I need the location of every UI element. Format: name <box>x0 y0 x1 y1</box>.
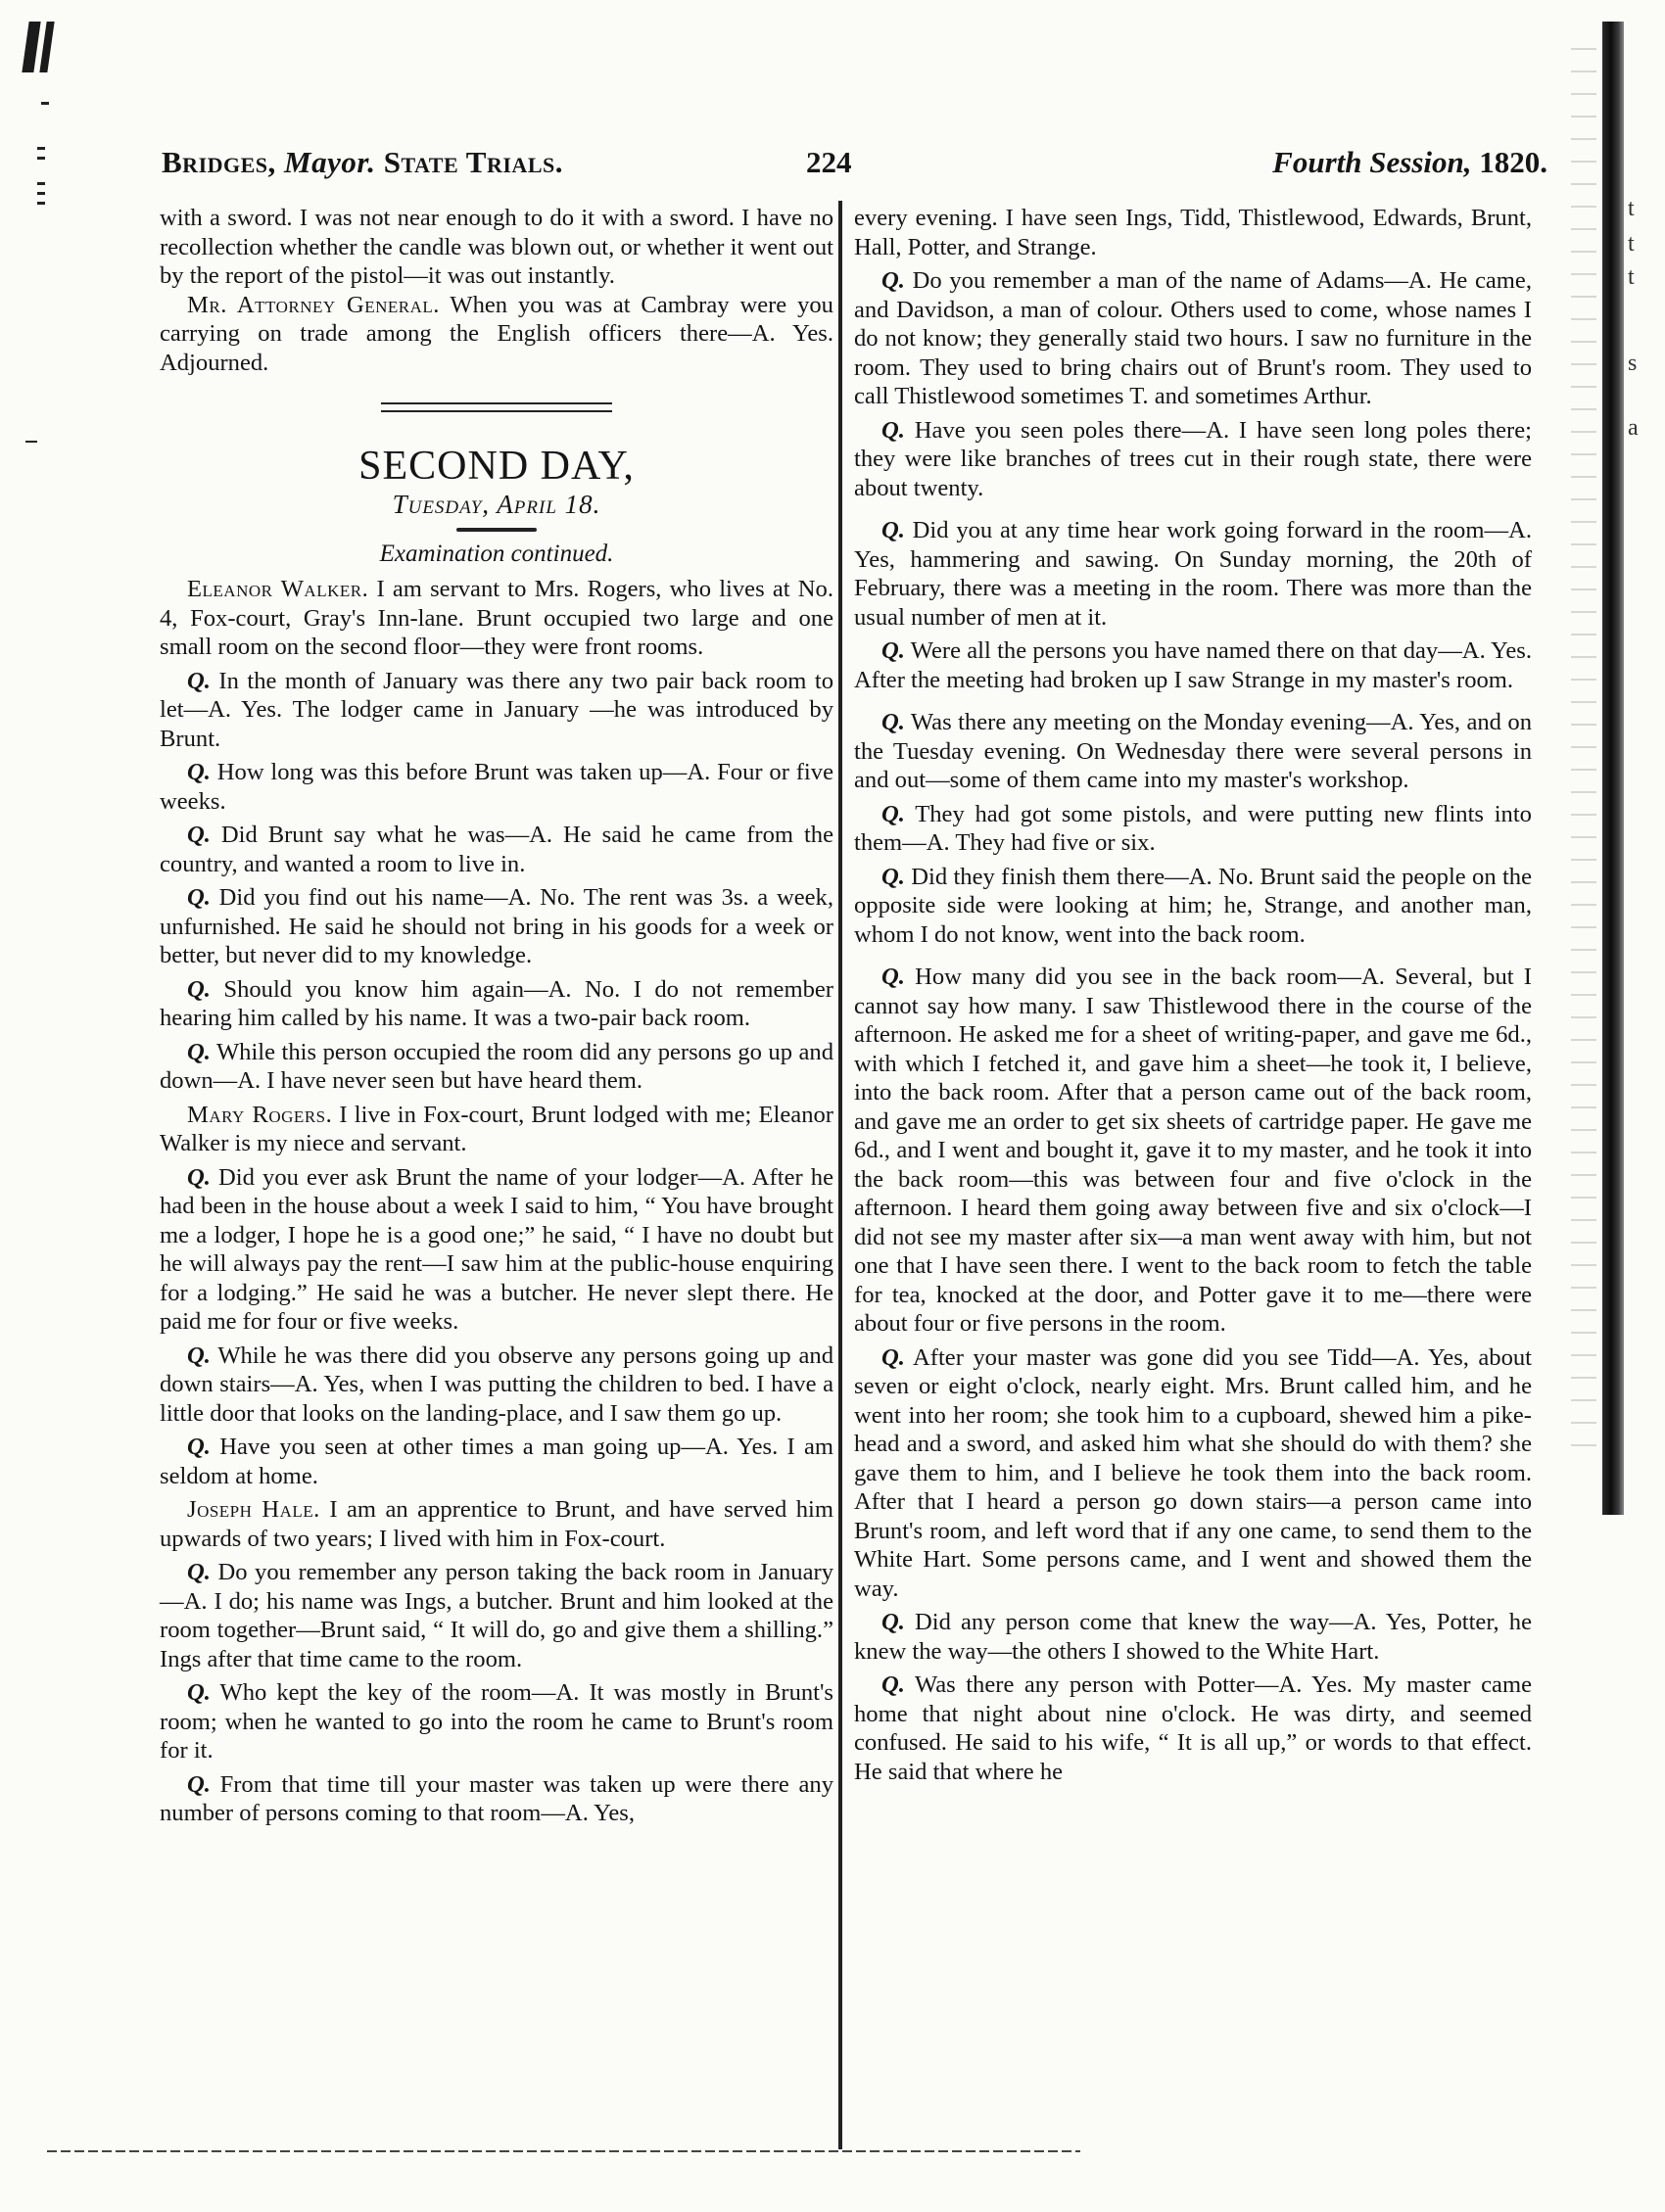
edge-letter: t <box>1628 231 1635 257</box>
paragraph-text: While he was there did you observe any persons going up and down stairs—A. Yes, when I was putting the children to bed. I have a little door that looks on the landing-place, and I saw them go up. <box>160 1341 833 1427</box>
scan-mark <box>37 192 45 195</box>
question-marker: Q. <box>881 267 905 294</box>
scan-mark <box>37 147 45 150</box>
paragraph <box>160 575 833 662</box>
section-rule <box>381 402 612 412</box>
paragraph <box>854 204 1532 261</box>
scan-mark <box>25 441 37 443</box>
paragraph-text: I am servant to Mrs. Rogers, who lives at No. 4, Fox-court, Gray's Inn-lane. Brunt occupied two large and one small room on the second floor—they were front rooms. <box>160 576 833 660</box>
header-name: Bridges, <box>162 145 276 179</box>
question-marker: Q. <box>881 637 905 664</box>
paragraph <box>160 1678 833 1765</box>
left-column <box>160 204 833 1833</box>
scan-binding-edge <box>1602 22 1624 1515</box>
question-marker: Q. <box>187 667 211 694</box>
edge-letter: a <box>1628 415 1639 441</box>
section-ornament <box>456 528 537 532</box>
header-session: Fourth Session, <box>1272 145 1472 179</box>
paragraph-text: Have you seen at other times a man going up—A. Yes. I am seldom at home. <box>160 1434 833 1489</box>
paragraph <box>160 1163 833 1337</box>
paragraph <box>854 266 1532 411</box>
paragraph <box>854 1671 1532 1786</box>
paragraph <box>160 883 833 970</box>
paragraph <box>160 758 833 816</box>
section-subtitle: Examination continued. <box>379 541 614 567</box>
speaker-name: Joseph Hale. <box>187 1496 320 1523</box>
paragraph <box>160 667 833 754</box>
paragraph <box>160 1558 833 1673</box>
paragraph-text: Was there any person with Potter—A. Yes. My master came home that night about nine o'clock. He was dirty, and seemed confused. He said to his wife, “ It is all up,” or words to that effect. He said that where he <box>854 1671 1532 1785</box>
question-marker: Q. <box>187 1679 211 1706</box>
question-marker: Q. <box>881 1609 905 1635</box>
speaker-name: Mr. Attorney General. <box>187 291 440 318</box>
question-marker: Q. <box>881 863 905 890</box>
running-head-right <box>1272 145 1547 180</box>
scan-mark <box>37 202 45 205</box>
scan-edge-shadow <box>1571 39 1596 1459</box>
edge-letter: s <box>1628 351 1638 376</box>
page-number: 224 <box>806 145 852 179</box>
edge-letter: t <box>1628 264 1635 290</box>
paragraph <box>854 863 1532 950</box>
question-marker: Q. <box>187 1434 211 1460</box>
question-marker: Q. <box>187 1770 211 1798</box>
paragraph-text: Did you find out his name—A. No. The rent was 3s. a week, unfurnished. He said he should not bring in his goods for a week or better, but never did to my knowledge. <box>160 884 833 968</box>
question-marker: Q. <box>881 964 905 990</box>
paragraph <box>854 636 1532 694</box>
question-marker: Q. <box>881 1671 905 1698</box>
paragraph-text: From that time till your master was taken up were there any number of persons coming to that room—A. Yes, <box>160 1770 833 1826</box>
paragraph-text: Were all the persons you have named there on that day—A. Yes. After the meeting had broken up I saw Strange in my master's room. <box>854 637 1532 693</box>
paragraph <box>854 963 1532 1339</box>
paragraph-text: Did Brunt say what he was—A. He said he came from the country, and wanted a room to live in. <box>160 822 833 877</box>
section-date: Tuesday, April 18. <box>392 490 601 519</box>
question-marker: Q. <box>881 1343 905 1371</box>
question-marker: Q. <box>881 800 905 827</box>
question-marker: Q. <box>187 975 211 1003</box>
scan-mark <box>22 22 40 72</box>
question-marker: Q. <box>881 517 905 543</box>
header-series: State Trials. <box>383 145 563 179</box>
paragraph <box>160 1433 833 1490</box>
paragraph-text: Did you at any time hear work going forward in the room—A. Yes, hammering and sawing. On Sunday morning, the 20th of February, there was a meeting in the room. There was more than the usual number of men at it. <box>854 517 1532 631</box>
question-marker: Q. <box>187 1559 211 1585</box>
header-title: Mayor. <box>284 145 376 179</box>
paragraph-text: Do you remember a man of the name of Adams—A. He came, and Davidson, a man of colour. Others used to come, whose names I do not know; they generally staid two hours. I saw no furniture in the room. They used to bring chairs out of Brunt's room. They used to call Thistlewood sometimes T. and sometimes Arthur. <box>854 267 1532 409</box>
paragraph <box>160 1495 833 1553</box>
scan-mark <box>41 102 49 105</box>
paragraph <box>854 416 1532 503</box>
paragraph-text: How many did you see in the back room—A. Several, but I cannot say how many. I saw Thistlewood there in the course of the afternoon. He asked me for a sheet of writing-paper, and gave me 6d., with which I fetched it, and gave him a sheet—he took it, I believe, into the back room. After that a person came out of the back room, and gave me an order to get six sheets of cartridge paper. He gave me 6d., and I went and bought it, gave it to my master, and he took it into the back room—this was between four and five o'clock in the afternoon. I heard them going away between five and six o'clock—I did not see my master after six—a man went away with him, but not one that I have seen there. I went to the back room to fetch the table for tea, knocked at the door, and Potter gave it to me—there were about four or five persons in the room. <box>854 964 1532 1337</box>
speaker-name: Mary Rogers. <box>187 1101 333 1128</box>
paragraph: with a sword. I was not near enough to do it with a sword. I have no recollection whether the candle was blown out, or whether it went out by the report of the pistol—it was out instantly. <box>160 205 833 289</box>
scan-mark <box>37 157 45 160</box>
paragraph-text: every evening. I have seen Ings, Tidd, Thistlewood, Edwards, Brunt, Hall, Potter, and Strange. <box>854 205 1532 260</box>
paragraph <box>854 800 1532 858</box>
question-marker: Q. <box>881 709 905 735</box>
paragraph-text: Who kept the key of the room—A. It was mostly in Brunt's room; when he wanted to go into the room he came to Brunt's room for it. <box>160 1679 833 1764</box>
paragraph-text: How long was this before Brunt was taken up—A. Four or five weeks. <box>160 759 833 815</box>
paragraph <box>160 1101 833 1158</box>
question-marker: Q. <box>187 822 211 848</box>
paragraph-text: While this person occupied the room did any persons go up and down—A. I have never seen but have heard them. <box>160 1038 833 1094</box>
header-year: 1820. <box>1479 145 1547 179</box>
paragraph-text: After your master was gone did you see Tidd—A. Yes, about seven or eight o'clock, nearly eight. Mrs. Brunt called him, and he went into her room; she took him to a cupboard, shewed him a pike-head and a sword, and asked him what she should do with them? she gave them to him, and I believe he took them into the back room. After that I heard a person go down stairs—a person came into Brunt's room, and left word that if any one came, to send them to the White Hart. Some persons came, and I went and showed them the way. <box>854 1343 1533 1602</box>
paragraph-text: I live in Fox-court, Brunt lodged with me; Eleanor Walker is my niece and servant. <box>160 1101 833 1156</box>
paragraph-text: Did any person come that knew the way—A. Yes, Potter, he knew the way—the others I showed to the White Hart. <box>854 1609 1532 1665</box>
left-testimony <box>160 575 833 1828</box>
running-head-left <box>162 145 563 180</box>
paragraph-text: Should you know him again—A. No. I do not remember hearing him called by his name. It was a two-pair back room. <box>160 975 834 1031</box>
column-divider <box>838 201 842 2149</box>
scan-mark <box>47 2150 1080 2152</box>
paragraph: Mr. Attorney General. When you was at Cambray were you carrying on trade among the English officers there—A. Yes. Adjourned. <box>160 291 833 376</box>
paragraph <box>160 1770 833 1828</box>
paragraph-text: Did you ever ask Brunt the name of your lodger—A. After he had been in the house about a week I said to him, “ You have brought me a lodger, I hope he is a good one;” he said, “ I have no doubt but he will always pay the rent—I saw him at the public-house enquiring for a lodging.” He said he was a butcher. He never slept there. He paid me for four or five weeks. <box>160 1163 833 1335</box>
paragraph-text: Was there any meeting on the Monday evening—A. Yes, and on the Tuesday evening. On Wednesday there were several persons in and out—some of them came into my master's workshop. <box>854 709 1532 793</box>
question-marker: Q. <box>187 759 211 785</box>
paragraph-text: In the month of January was there any two pair back room to let—A. Yes. The lodger came in January —he was introduced by Brunt. <box>160 667 833 752</box>
paragraph <box>854 1343 1532 1604</box>
paragraph-text: They had got some pistols, and were putting new flints into them—A. They had five or six. <box>854 800 1532 856</box>
question-marker: Q. <box>881 416 905 444</box>
section-title: SECOND DAY, <box>358 444 635 489</box>
question-marker: Q. <box>187 1038 211 1065</box>
paragraph-text: Do you remember any person taking the back room in January—A. I do; his name was Ings, a butcher. Brunt and him looked at the room together—Brunt said, “ It will do, go and give them a shilling.” Ings after that time came to the room. <box>160 1559 833 1672</box>
paragraph <box>160 975 833 1033</box>
edge-letter: t <box>1628 196 1635 221</box>
paragraph-text: I am an apprentice to Brunt, and have served him upwards of two years; I lived with him in Fox-court. <box>160 1496 833 1552</box>
paragraph <box>160 821 833 878</box>
question-marker: Q. <box>187 1163 211 1191</box>
paragraph-text: Did they finish them there—A. No. Brunt said the people on the opposite side were looking at him; he, Strange, and another man, whom I do not know, went into the back room. <box>854 863 1532 948</box>
paragraph-text: Have you seen poles there—A. I have seen long poles there; they were like branches of trees cut in their rough state, there were about twenty. <box>854 416 1532 501</box>
paragraph <box>160 1038 833 1096</box>
running-head <box>162 145 1547 184</box>
paragraph <box>854 1608 1532 1666</box>
paragraph <box>160 1341 833 1429</box>
question-marker: Q. <box>187 1341 211 1369</box>
right-column <box>854 204 1532 1791</box>
speaker-name: Eleanor Walker. <box>187 576 369 602</box>
paragraph <box>854 516 1532 632</box>
question-marker: Q. <box>187 884 211 911</box>
right-testimony <box>854 204 1532 1786</box>
scan-mark <box>37 182 45 185</box>
paragraph <box>854 708 1532 795</box>
scan-mark <box>39 22 54 72</box>
